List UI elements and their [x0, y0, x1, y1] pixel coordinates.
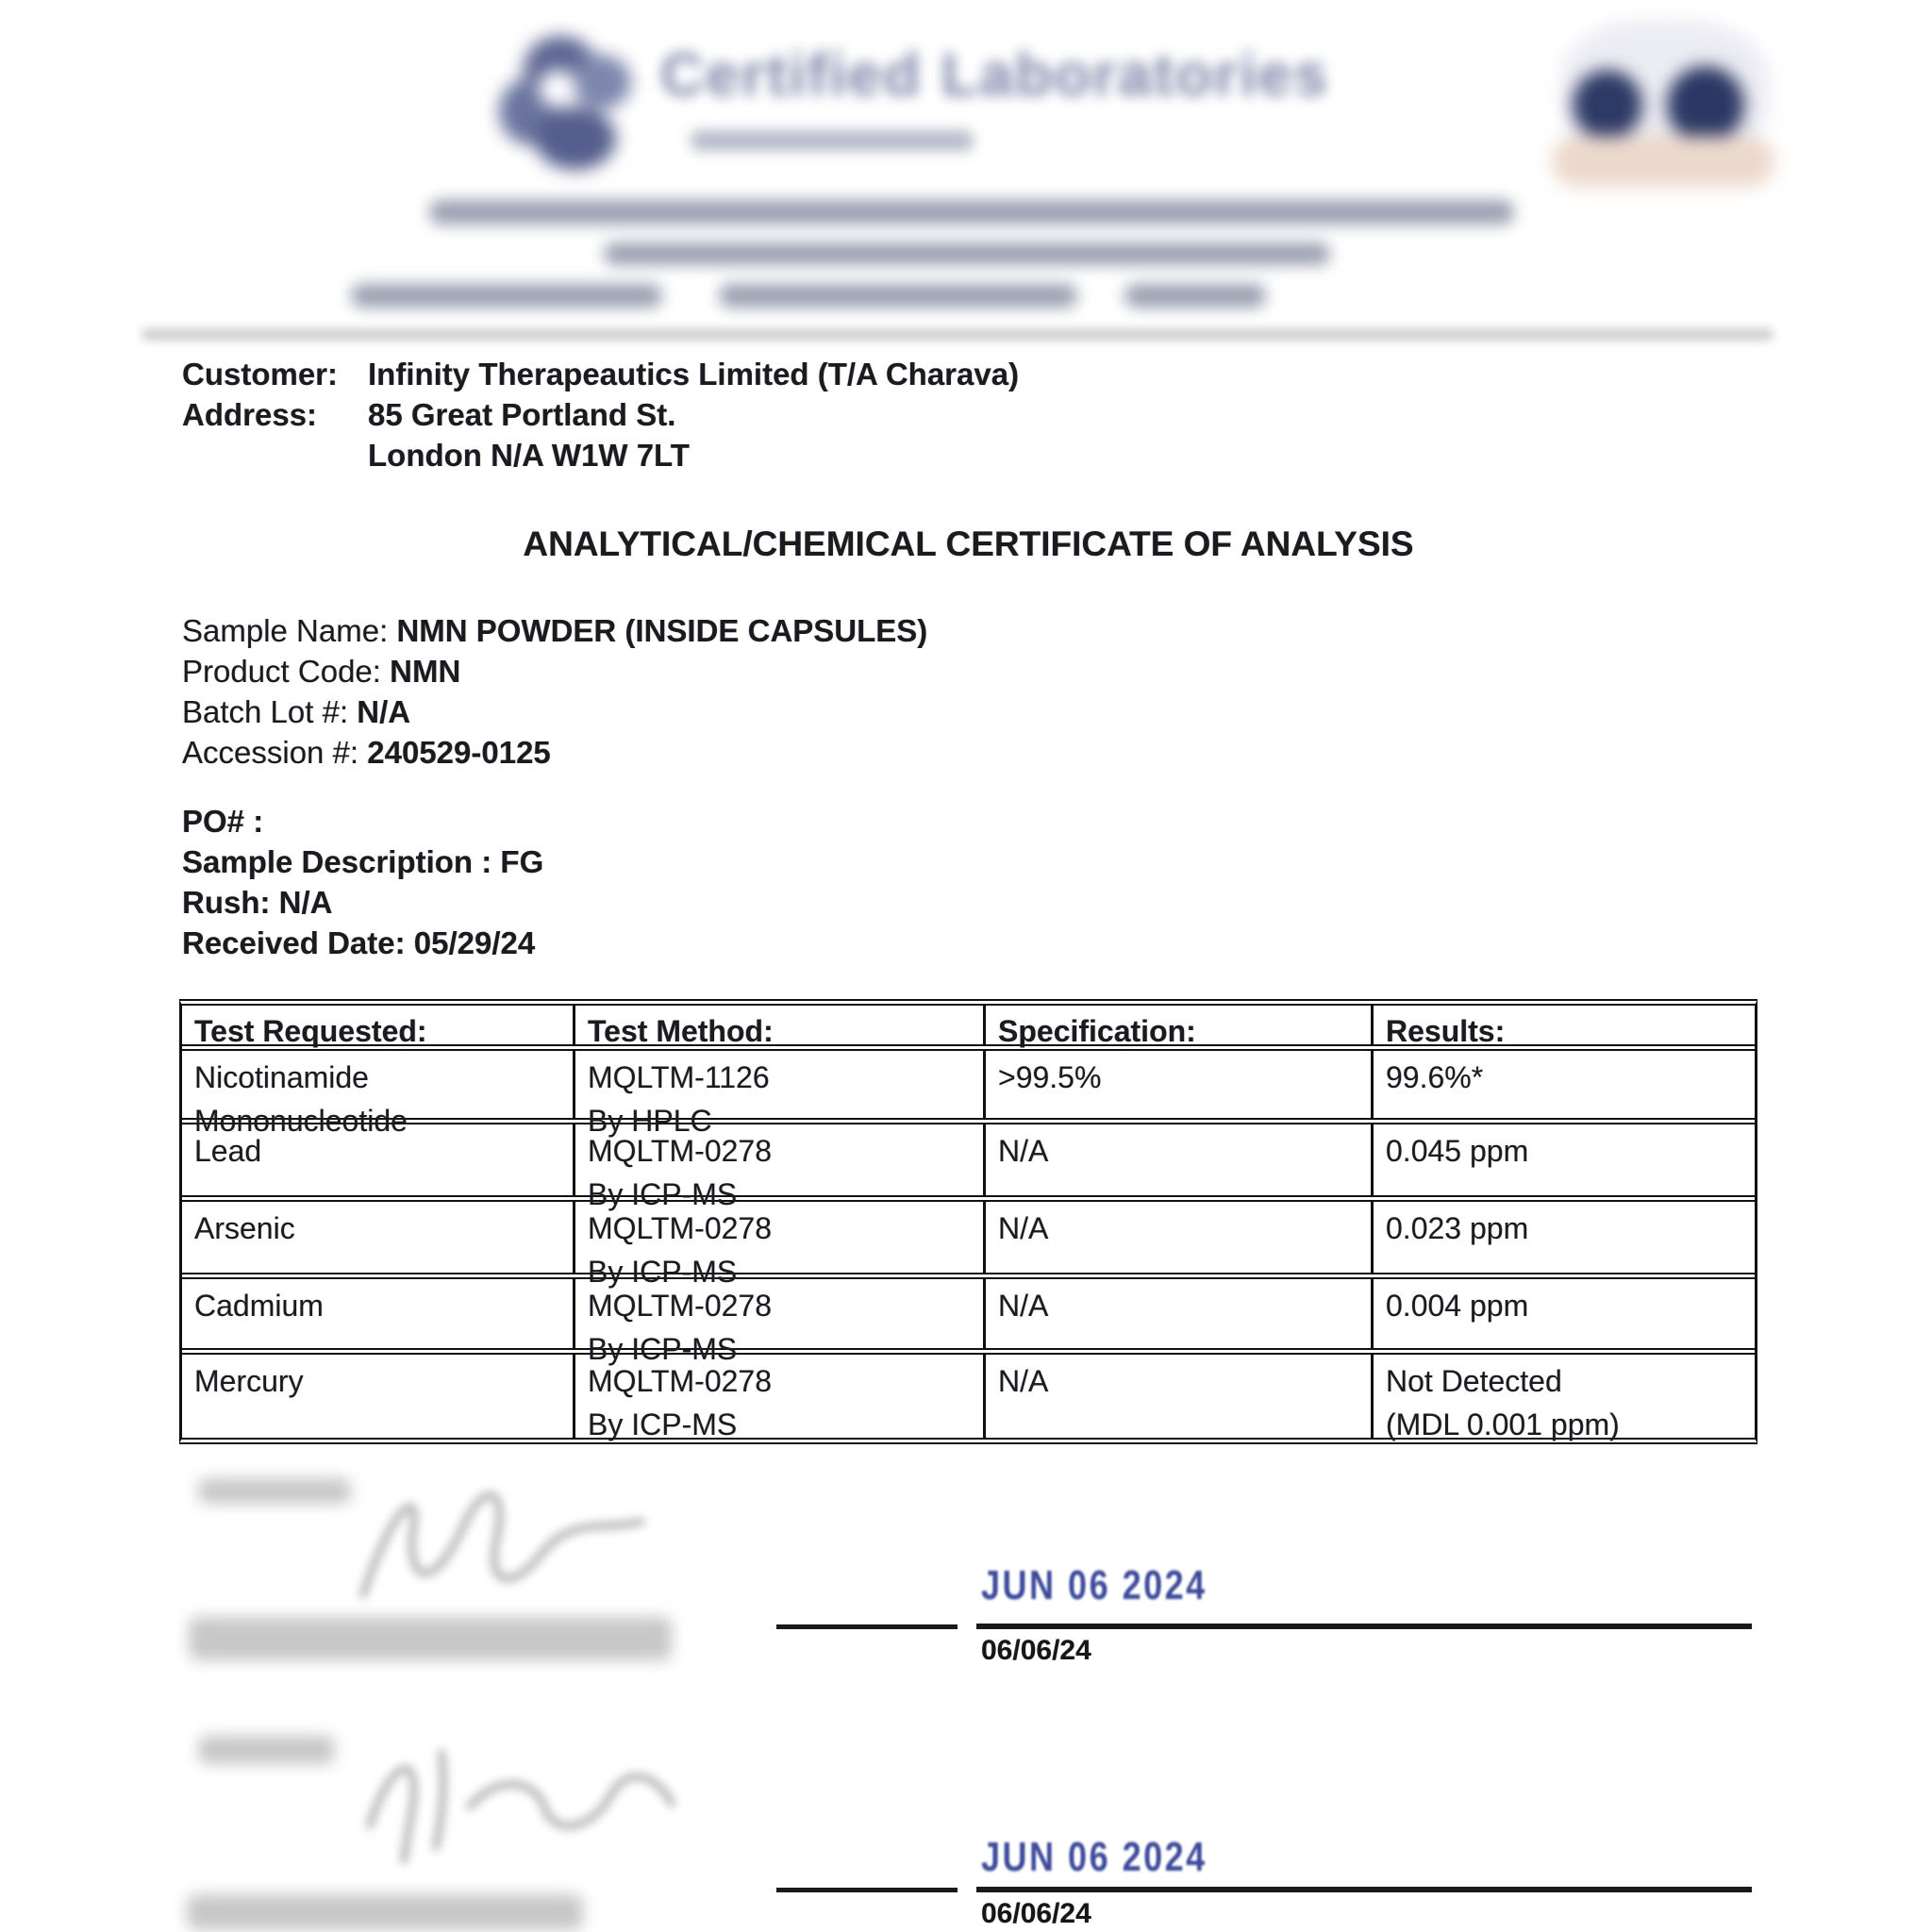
signatory-role-blurred-2 — [198, 1736, 335, 1764]
header-test-method: Test Method: — [575, 1006, 986, 1044]
rush-line: Rush: N/A — [182, 885, 333, 920]
po-number-line: PO# : — [182, 804, 264, 839]
results-table-header-row — [182, 1006, 1755, 1051]
signature-rule-long-2 — [976, 1887, 1752, 1892]
header-blurred-line-1 — [429, 200, 1514, 225]
table-row: Mercury MQLTM-0278 By ICP-MS N/A Not Detected (MDL 0.001 ppm) — [182, 1355, 1755, 1438]
customer-label: Customer: — [182, 357, 339, 391]
signature-date-1: 06/06/24 — [981, 1635, 1091, 1666]
header-divider-rule — [142, 328, 1774, 341]
results-table — [179, 999, 1757, 1444]
signatory-role-blurred-1 — [198, 1478, 351, 1504]
signature-rule-short-1 — [776, 1624, 958, 1629]
sample-name-label: Sample Name: — [182, 613, 397, 648]
customer-name: Infinity Therapeautics Limited (T/A Charava) — [368, 357, 1020, 391]
date-stamp-2: JUN 06 2024 — [981, 1834, 1208, 1880]
document-title: ANALYTICAL/CHEMICAL CERTIFICATE OF ANALYSIS — [523, 525, 1414, 563]
address-line2: London N/A W1W 7LT — [368, 438, 690, 473]
lab-logo-tagline-blurred — [691, 130, 974, 151]
sample-description-line: Sample Description : FG — [182, 844, 544, 879]
received-date-line: Received Date: 05/29/24 — [182, 925, 536, 960]
table-row: Nicotinamide Mononucleotide MQLTM-1126 By HPLC >99.5% 99.6%* — [182, 1051, 1755, 1124]
table-row: Cadmium MQLTM-0278 By ICP-MS N/A 0.004 ppm — [182, 1279, 1755, 1355]
header-specification: Specification: — [986, 1006, 1374, 1044]
table-row: Lead MQLTM-0278 By ICP-MS N/A 0.045 ppm — [182, 1124, 1755, 1202]
sample-name-value: NMN POWDER (INSIDE CAPSULES) — [396, 613, 928, 648]
batch-lot-value: N/A — [357, 694, 411, 729]
header-blurred-line-3c — [1124, 284, 1266, 308]
signatory-name-blurred-1 — [189, 1617, 672, 1660]
lab-logo-text: Certified Laboratories — [660, 41, 1330, 108]
accession-line — [182, 735, 551, 771]
product-code-value: NMN — [390, 654, 461, 689]
header-blurred-line-2 — [604, 242, 1330, 265]
signature-rule-long-1 — [976, 1624, 1752, 1629]
address-label: Address: — [182, 397, 318, 432]
product-code-label: Product Code: — [182, 654, 391, 689]
signature-rule-short-2 — [776, 1888, 958, 1892]
lab-logo-icon — [497, 28, 648, 177]
sample-name-line — [182, 613, 927, 649]
signature-2 — [349, 1736, 708, 1868]
accession-value: 240529-0125 — [367, 735, 551, 770]
table-row: Arsenic MQLTM-0278 By ICP-MS N/A 0.023 ppm — [182, 1202, 1755, 1279]
accreditation-logo-blurred — [1552, 21, 1778, 191]
date-stamp-1: JUN 06 2024 — [981, 1562, 1208, 1608]
header-results: Results: — [1386, 1014, 1506, 1048]
address-line1: 85 Great Portland St. — [368, 397, 676, 432]
batch-lot-label: Batch Lot #: — [182, 694, 358, 729]
batch-lot-line — [182, 694, 410, 730]
header-test-requested: Test Requested: — [182, 1006, 575, 1044]
signatory-name-blurred-2 — [187, 1894, 583, 1930]
product-code-line — [182, 654, 460, 690]
signature-date-2: 06/06/24 — [981, 1898, 1091, 1929]
header-blurred-line-3b — [719, 284, 1077, 308]
signature-1 — [340, 1476, 679, 1623]
accession-label: Accession #: — [182, 735, 368, 770]
header-blurred-line-3a — [351, 284, 662, 308]
